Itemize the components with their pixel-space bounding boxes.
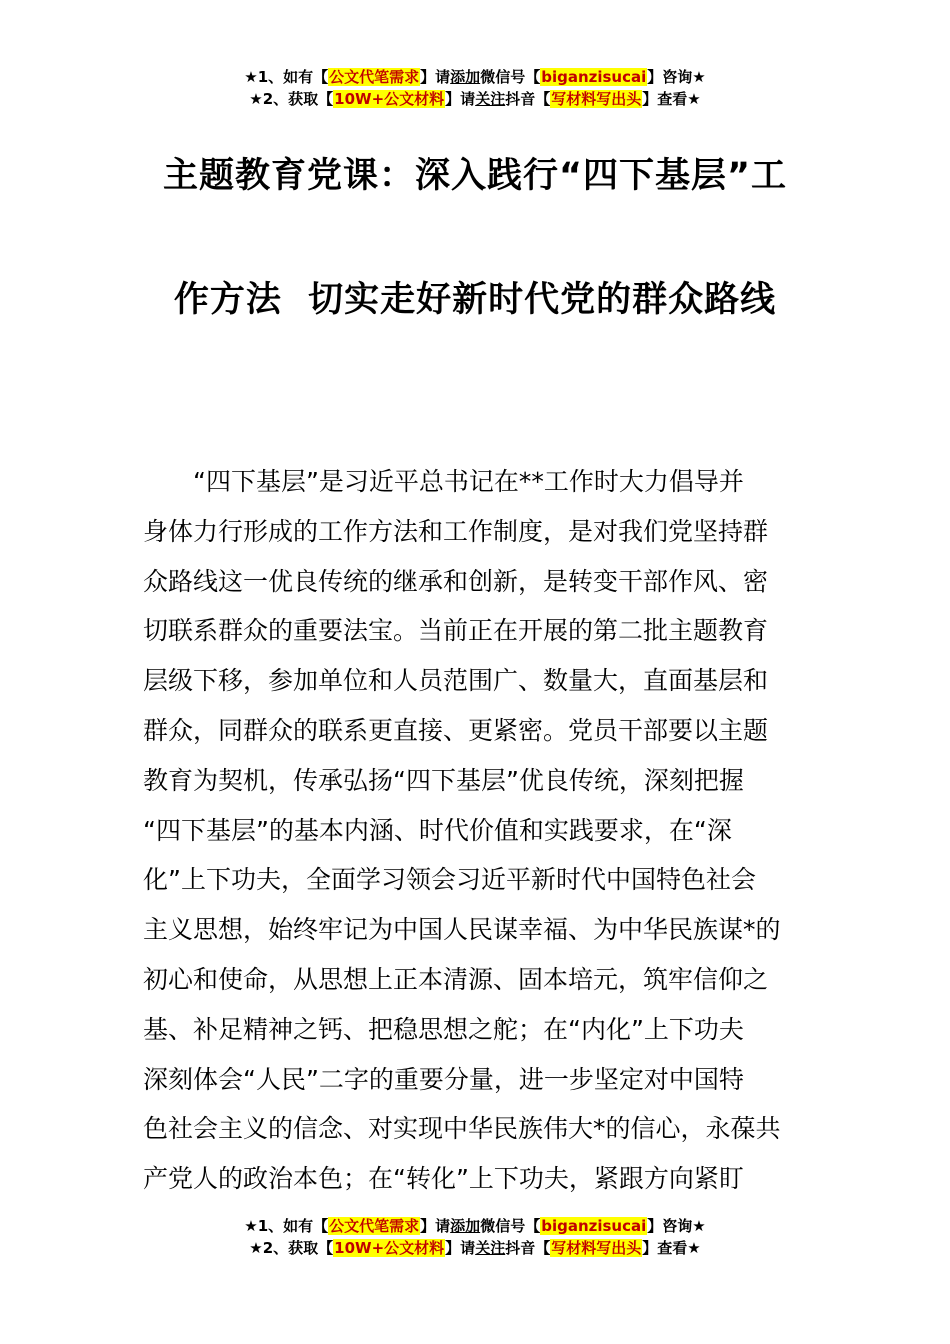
top-banner xyxy=(0,66,950,110)
highlight-wechat-id: biganzisucai xyxy=(541,1217,647,1235)
body-line: 基、补足精神之钙、把稳思想之舵；在“内化”上下功夫 xyxy=(143,1014,744,1044)
highlight-douyin: 写材料写出头 xyxy=(551,90,642,108)
highlight-wechat-id: biganzisucai xyxy=(541,68,647,86)
banner-text: 】查看 xyxy=(642,90,688,108)
body-line: 深刻体会“人民”二字的重要分量，进一步坚定对中国特 xyxy=(143,1064,744,1094)
star-icon: ★ xyxy=(244,1217,258,1235)
banner-line-2 xyxy=(0,88,950,110)
star-icon: ★ xyxy=(687,1239,701,1257)
banner-text: 1、如有【 xyxy=(257,68,329,86)
highlight-materials: 10W+公文材料 xyxy=(334,90,445,108)
body-line: 身体力行形成的工作方法和工作制度，是对我们党坚持群 xyxy=(143,516,769,546)
banner-underlined: 添加 xyxy=(450,68,481,86)
banner-text: 抖音【 xyxy=(505,1239,551,1257)
banner-text: 】咨询 xyxy=(647,68,693,86)
banner-text: 】查看 xyxy=(642,1239,688,1257)
body-line: 色社会主义的信念、对实现中华民族伟大*的信心，永葆共 xyxy=(143,1114,781,1144)
banner-text: 微信号【 xyxy=(480,1217,541,1235)
body-line: 初心和使命，从思想上正本清源、固本培元，筑牢信仰之 xyxy=(143,964,769,994)
banner-line-2 xyxy=(0,1237,950,1259)
banner-text: 】请 xyxy=(420,68,451,86)
banner-text: 】咨询 xyxy=(647,1217,693,1235)
document-title-line-2: 作方法 切实走好新时代党的群众路线 xyxy=(173,280,777,320)
highlight-douyin: 写材料写出头 xyxy=(551,1239,642,1257)
highlight-service: 公文代笔需求 xyxy=(329,68,420,86)
banner-text: 2、获取【 xyxy=(262,1239,334,1257)
body-line: 切联系群众的重要法宝。当前正在开展的第二批主题教育 xyxy=(143,616,769,646)
star-icon: ★ xyxy=(692,1217,706,1235)
star-icon: ★ xyxy=(687,90,701,108)
body-line: “四下基层”是习近平总书记在**工作时大力倡导并 xyxy=(143,467,744,496)
body-line: 教育为契机，传承弘扬“四下基层”优良传统，深刻把握 xyxy=(143,765,744,795)
body-line: 主义思想，始终牢记为中国人民谋幸福、为中华民族谋*的 xyxy=(143,915,781,945)
banner-text: 微信号【 xyxy=(480,68,541,86)
banner-underlined: 关注 xyxy=(475,90,506,108)
banner-text: 】请 xyxy=(445,90,476,108)
star-icon: ★ xyxy=(249,1239,263,1257)
banner-text: 】请 xyxy=(445,1239,476,1257)
body-line: 化”上下功夫，全面学习领会习近平新时代中国特色社会 xyxy=(143,865,756,895)
body-line: 群众，同群众的联系更直接、更紧密。党员干部要以主题 xyxy=(143,715,769,745)
star-icon: ★ xyxy=(249,90,263,108)
banner-line-1 xyxy=(0,66,950,88)
body-line: 层级下移，参加单位和人员范围广、数量大，直面基层和 xyxy=(143,666,769,696)
highlight-service: 公文代笔需求 xyxy=(329,1217,420,1235)
banner-text: 抖音【 xyxy=(505,90,551,108)
banner-text: 2、获取【 xyxy=(262,90,334,108)
star-icon: ★ xyxy=(244,68,258,86)
body-line: 众路线这一优良传统的继承和创新，是转变干部作风、密 xyxy=(143,566,769,596)
body-paragraph xyxy=(143,457,807,1204)
document-title-line-1: 主题教育党课：深入践行“四下基层”工 xyxy=(162,156,787,196)
banner-underlined: 添加 xyxy=(450,1217,481,1235)
body-line: 产党人的政治本色；在“转化”上下功夫，紧跟方向紧盯 xyxy=(143,1164,744,1194)
bottom-banner xyxy=(0,1215,950,1259)
body-line: “四下基层”的基本内涵、时代价值和实践要求，在“深 xyxy=(143,815,732,845)
star-icon: ★ xyxy=(692,68,706,86)
highlight-materials: 10W+公文材料 xyxy=(334,1239,445,1257)
banner-underlined: 关注 xyxy=(475,1239,506,1257)
banner-text: 1、如有【 xyxy=(257,1217,329,1235)
banner-line-1 xyxy=(0,1215,950,1237)
banner-text: 】请 xyxy=(420,1217,451,1235)
